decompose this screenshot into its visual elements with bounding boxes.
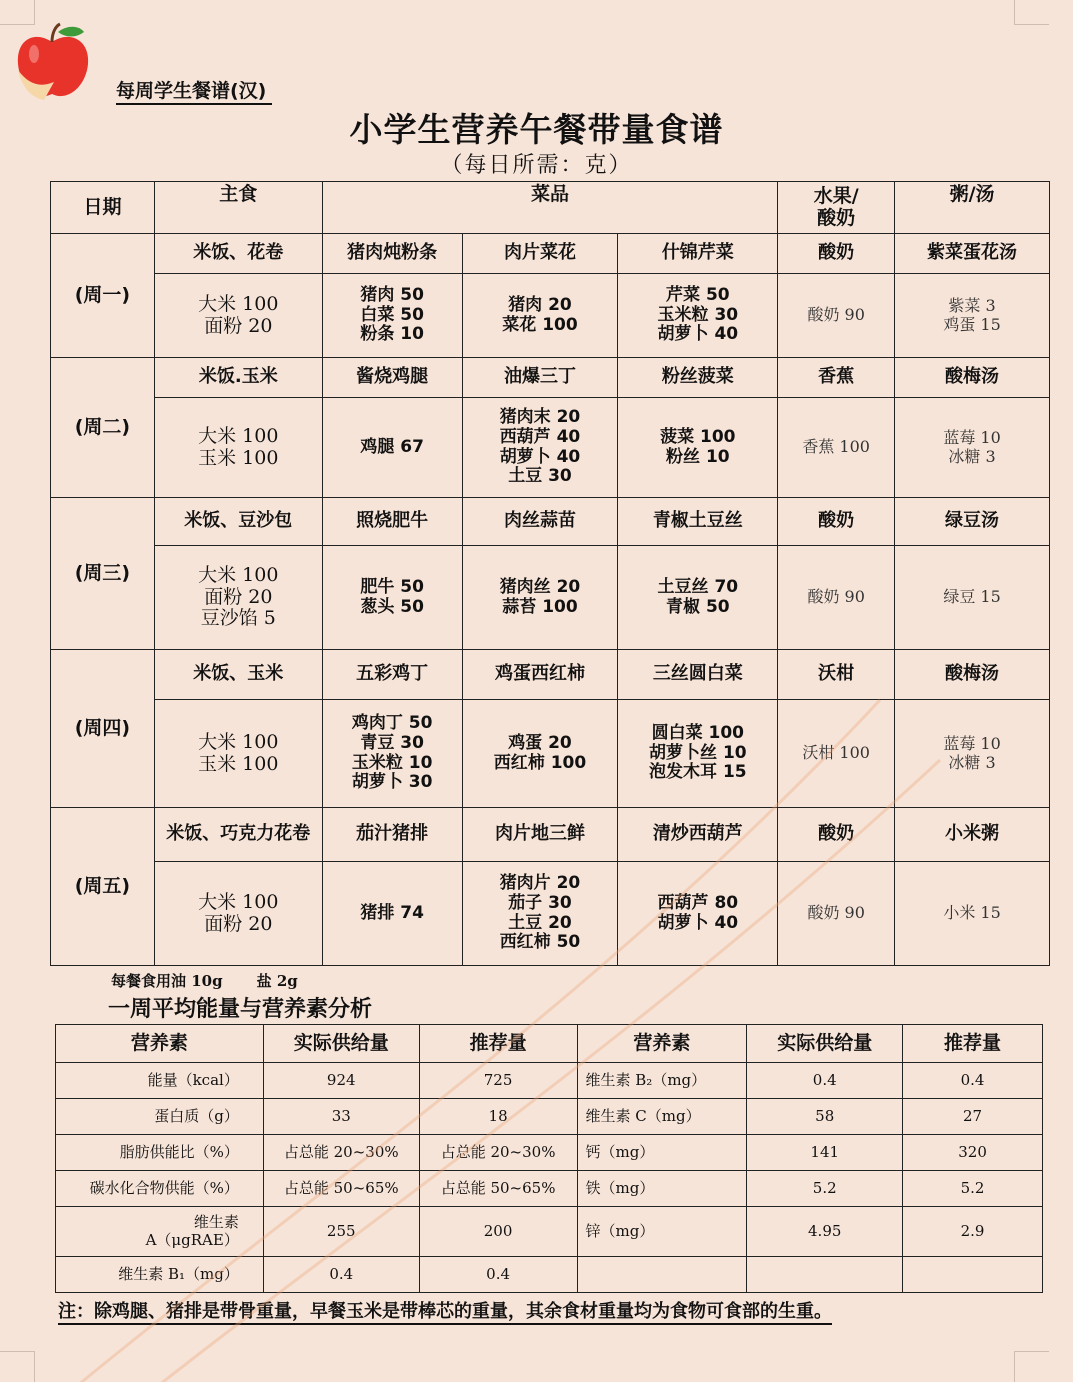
crop-mark [1014, 1351, 1049, 1382]
dish-name: 猪肉炖粉条 [322, 234, 462, 274]
day-ingredient-row [51, 274, 1050, 358]
staple-name: 米饭.玉米 [154, 358, 322, 398]
ingredient-line: 鸡肉丁 50 [351, 713, 433, 734]
ingredient-line: 西红柿 100 [493, 752, 587, 773]
nutrition-cell: 占总能 20~30% [263, 1135, 419, 1171]
soup-name: 绿豆汤 [895, 498, 1050, 546]
staple-name: 米饭、玉米 [154, 650, 322, 700]
nutrition-cell: 5.2 [747, 1171, 903, 1207]
fruit-ingredients [778, 398, 895, 498]
ingredient-line: 沃柑 100 [802, 743, 870, 763]
dish-name: 酱烧鸡腿 [322, 358, 462, 398]
nutrition-header: 实际供给量 [263, 1025, 419, 1063]
ingredient-line: 面粉 20 [204, 912, 273, 935]
header-date: 日期 [51, 182, 155, 234]
nutrition-cell: 碳水化合物供能（%） [56, 1171, 264, 1207]
dish-ingredients [322, 274, 462, 358]
ingredient-line: 鸡蛋 15 [943, 314, 1001, 334]
ingredient-line: 蓝莓 10 [943, 734, 1001, 754]
header-dishes: 菜品 [322, 182, 778, 234]
ingredient-line: 面粉 20 [204, 314, 273, 337]
ingredient-line: 粉条 10 [360, 324, 424, 345]
nutrition-row [56, 1207, 1043, 1257]
soup-name: 酸梅汤 [895, 358, 1050, 398]
nutrition-cell: 2.9 [903, 1207, 1043, 1257]
ingredient-line: 胡萝卜 30 [351, 772, 433, 793]
nutrition-cell: 0.4 [903, 1063, 1043, 1099]
fruit-name: 酸奶 [778, 234, 895, 274]
nutrition-row [56, 1063, 1043, 1099]
dish-name: 粉丝菠菜 [618, 358, 778, 398]
ingredient-line: 大米 100 [198, 890, 279, 913]
nutrition-cell: 5.2 [903, 1171, 1043, 1207]
dish-ingredients [322, 546, 462, 650]
unit-note: （每日所需：克） [440, 153, 633, 178]
soup-ingredients [895, 862, 1050, 966]
ingredient-line: 冰糖 3 [948, 752, 996, 772]
nutrition-cell: 27 [903, 1099, 1043, 1135]
ingredient-line: 小米 15 [943, 903, 1001, 923]
nutrition-cell: 200 [419, 1207, 577, 1257]
nutrition-cell: 18 [419, 1099, 577, 1135]
ingredient-line: 猪排 74 [360, 902, 424, 923]
ingredient-line: 芹菜 50 [666, 285, 730, 306]
dish-name: 油爆三丁 [462, 358, 618, 398]
ingredient-line: 胡萝卜 40 [499, 446, 581, 467]
nutrition-cell: 占总能 20~30% [419, 1135, 577, 1171]
nutrition-cell: 4.95 [747, 1207, 903, 1257]
day-ingredient-row [51, 862, 1050, 966]
dish-ingredients [618, 546, 778, 650]
soup-ingredients [895, 398, 1050, 498]
nutrition-header-row [56, 1025, 1043, 1063]
ingredient-line: 白菜 50 [360, 304, 424, 325]
soup-name: 小米粥 [895, 808, 1050, 862]
nutrition-cell [747, 1257, 903, 1293]
oil-salt-note [111, 970, 332, 991]
staple-ingredients [154, 274, 322, 358]
ingredient-line: 大米 100 [198, 292, 279, 315]
dish-name: 三丝圆白菜 [618, 650, 778, 700]
dish-name: 五彩鸡丁 [322, 650, 462, 700]
dish-ingredients [618, 862, 778, 966]
ingredient-line: 西葫芦 40 [499, 426, 581, 447]
nutrition-row [56, 1257, 1043, 1293]
crop-mark [0, 1351, 35, 1382]
dish-ingredients [462, 862, 618, 966]
ingredient-line: 土豆丝 70 [657, 576, 739, 597]
nutrition-cell: 维生素 B₁（mg） [56, 1257, 264, 1293]
ingredient-line: 粉丝 10 [666, 446, 730, 467]
header-soup: 粥/汤 [895, 182, 1050, 234]
oil-amount: 每餐食用油 10g [111, 972, 223, 990]
ingredient-line: 酸奶 90 [807, 587, 865, 607]
ingredient-line: 玉米粒 30 [657, 304, 739, 325]
staple-ingredients [154, 546, 322, 650]
ingredient-line: 猪肉片 20 [499, 873, 581, 894]
nutrition-cell: 141 [747, 1135, 903, 1171]
ingredient-line: 玉米 100 [198, 752, 279, 775]
nutrition-cell: 924 [263, 1063, 419, 1099]
nutrition-header: 推荐量 [903, 1025, 1043, 1063]
ingredient-line: 西葫芦 80 [657, 892, 739, 913]
nutrition-cell: 钙（mg） [577, 1135, 747, 1171]
dish-ingredients [322, 398, 462, 498]
soup-ingredients [895, 700, 1050, 808]
ingredient-line: 鸡腿 67 [360, 436, 424, 457]
ingredient-line: 青椒 50 [666, 596, 730, 617]
nutrition-cell [903, 1257, 1043, 1293]
dish-ingredients [322, 700, 462, 808]
nutrition-cell: 脂肪供能比（%） [56, 1135, 264, 1171]
weekly-menu-subtitle: 每周学生餐谱(汉) [116, 76, 272, 105]
ingredient-line: 鸡蛋 20 [508, 732, 572, 753]
day-label: (周四) [51, 650, 155, 808]
dish-ingredients [322, 862, 462, 966]
nutrition-cell: 255 [263, 1207, 419, 1257]
dish-ingredients [462, 700, 618, 808]
ingredient-line: 大米 100 [198, 730, 279, 753]
ingredient-line: 泡发木耳 15 [649, 762, 747, 783]
day-dish-row [51, 808, 1050, 862]
fruit-name: 沃柑 [778, 650, 895, 700]
ingredient-line: 紫菜 3 [948, 296, 996, 316]
dish-name: 鸡蛋西红柿 [462, 650, 618, 700]
ingredient-line: 肥牛 50 [360, 576, 424, 597]
fruit-ingredients [778, 274, 895, 358]
ingredient-line: 酸奶 90 [807, 305, 865, 325]
soup-name: 酸梅汤 [895, 650, 1050, 700]
nutrition-cell: 维生素 B₂（mg） [577, 1063, 747, 1099]
ingredient-line: 香蕉 100 [802, 437, 870, 457]
ingredient-line: 胡萝卜丝 10 [649, 742, 747, 763]
day-ingredient-row [51, 546, 1050, 650]
fruit-ingredients [778, 700, 895, 808]
ingredient-line: 蒜苔 100 [502, 596, 578, 617]
day-label: (周一) [51, 234, 155, 358]
staple-name: 米饭、豆沙包 [154, 498, 322, 546]
nutrition-row [56, 1171, 1043, 1207]
dish-name: 肉片菜花 [462, 234, 618, 274]
soup-ingredients [895, 274, 1050, 358]
ingredient-line: 蓝莓 10 [943, 428, 1001, 448]
nutrition-cell [577, 1257, 747, 1293]
day-ingredient-row [51, 398, 1050, 498]
ingredient-line: 胡萝卜 40 [657, 912, 739, 933]
fruit-name: 香蕉 [778, 358, 895, 398]
ingredient-line: 土豆 30 [508, 466, 572, 487]
nutrition-cell: 58 [747, 1099, 903, 1135]
day-dish-row [51, 358, 1050, 398]
ingredient-line: 西红柿 50 [499, 932, 581, 953]
nutrition-header: 营养素 [577, 1025, 747, 1063]
ingredient-line: 圆白菜 100 [651, 723, 745, 744]
ingredient-line: 茄子 30 [508, 892, 572, 913]
nutrition-cell: 维生素 A（μgRAE） [56, 1207, 264, 1257]
dish-name: 清炒西葫芦 [618, 808, 778, 862]
ingredient-line: 猪肉丝 20 [499, 576, 581, 597]
header-staple: 主食 [154, 182, 322, 234]
crop-mark [1014, 0, 1049, 25]
day-label: (周三) [51, 498, 155, 650]
nutrition-cell: 铁（mg） [577, 1171, 747, 1207]
nutrition-header: 营养素 [56, 1025, 264, 1063]
salt-amount: 盐 2g [256, 972, 298, 990]
ingredient-line: 豆沙馅 5 [200, 607, 276, 630]
staple-name: 米饭、巧克力花卷 [154, 808, 322, 862]
day-label: (周五) [51, 808, 155, 966]
day-label: (周二) [51, 358, 155, 498]
staple-name: 米饭、花卷 [154, 234, 322, 274]
day-dish-row [51, 650, 1050, 700]
nutrition-cell: 0.4 [747, 1063, 903, 1099]
nutrition-cell: 维生素 C（mg） [577, 1099, 747, 1135]
staple-ingredients [154, 398, 322, 498]
dish-name: 什锦芹菜 [618, 234, 778, 274]
ingredient-line: 大米 100 [198, 563, 279, 586]
soup-name: 紫菜蛋花汤 [895, 234, 1050, 274]
ingredient-line: 青豆 30 [360, 732, 424, 753]
nutrition-table [55, 1024, 1043, 1293]
ingredient-line: 玉米粒 10 [351, 752, 433, 773]
nutrition-cell: 占总能 50~65% [263, 1171, 419, 1207]
ingredient-line: 菜花 100 [502, 314, 578, 335]
ingredient-line: 猪肉 50 [360, 285, 424, 306]
dish-ingredients [618, 398, 778, 498]
fruit-name: 酸奶 [778, 808, 895, 862]
apple-icon [14, 22, 90, 102]
dish-name: 照烧肥牛 [322, 498, 462, 546]
nutrition-cell: 33 [263, 1099, 419, 1135]
dish-name: 青椒土豆丝 [618, 498, 778, 546]
nutrition-header: 推荐量 [419, 1025, 577, 1063]
ingredient-line: 冰糖 3 [948, 446, 996, 466]
ingredient-line: 绿豆 15 [943, 587, 1001, 607]
day-dish-row [51, 498, 1050, 546]
header-fruit: 水果/ 酸奶 [778, 182, 895, 234]
ingredient-line: 猪肉 20 [508, 294, 572, 315]
day-ingredient-row [51, 700, 1050, 808]
dish-ingredients [462, 274, 618, 358]
dish-name: 肉片地三鲜 [462, 808, 618, 862]
fruit-ingredients [778, 546, 895, 650]
ingredient-line: 玉米 100 [198, 446, 279, 469]
nutrition-cell: 320 [903, 1135, 1043, 1171]
ingredient-line: 土豆 20 [508, 912, 572, 933]
dish-ingredients [618, 700, 778, 808]
fruit-name: 酸奶 [778, 498, 895, 546]
soup-ingredients [895, 546, 1050, 650]
footnote: 注：除鸡腿、猪排是带骨重量，早餐玉米是带棒芯的重量，其余食材重量均为食物可食部的生重。 [58, 1297, 832, 1325]
nutrition-row [56, 1099, 1043, 1135]
ingredient-line: 酸奶 90 [807, 903, 865, 923]
fruit-ingredients [778, 862, 895, 966]
staple-ingredients [154, 700, 322, 808]
ingredient-line: 菠菜 100 [660, 426, 736, 447]
dish-name: 肉丝蒜苗 [462, 498, 618, 546]
ingredient-line: 面粉 20 [204, 585, 273, 608]
dish-ingredients [462, 398, 618, 498]
dish-ingredients [462, 546, 618, 650]
nutrition-cell: 0.4 [263, 1257, 419, 1293]
menu-table [50, 181, 1050, 966]
page-title: 小学生营养午餐带量食谱 [349, 110, 724, 149]
ingredient-line: 葱头 50 [360, 596, 424, 617]
nutrition-row [56, 1135, 1043, 1171]
nutrition-header: 实际供给量 [747, 1025, 903, 1063]
day-dish-row [51, 234, 1050, 274]
nutrition-cell: 蛋白质（g） [56, 1099, 264, 1135]
ingredient-line: 胡萝卜 40 [657, 324, 739, 345]
nutrition-cell: 0.4 [419, 1257, 577, 1293]
menu-header-row [51, 182, 1050, 234]
dish-name: 茄汁猪排 [322, 808, 462, 862]
nutrition-cell: 占总能 50~65% [419, 1171, 577, 1207]
ingredient-line: 猪肉末 20 [499, 407, 581, 428]
nutrition-cell: 锌（mg） [577, 1207, 747, 1257]
staple-ingredients [154, 862, 322, 966]
nutrition-cell: 725 [419, 1063, 577, 1099]
ingredient-line: 大米 100 [198, 424, 279, 447]
nutrition-cell: 能量（kcal） [56, 1063, 264, 1099]
analysis-title: 一周平均能量与营养素分析 [108, 997, 373, 1022]
dish-ingredients [618, 274, 778, 358]
